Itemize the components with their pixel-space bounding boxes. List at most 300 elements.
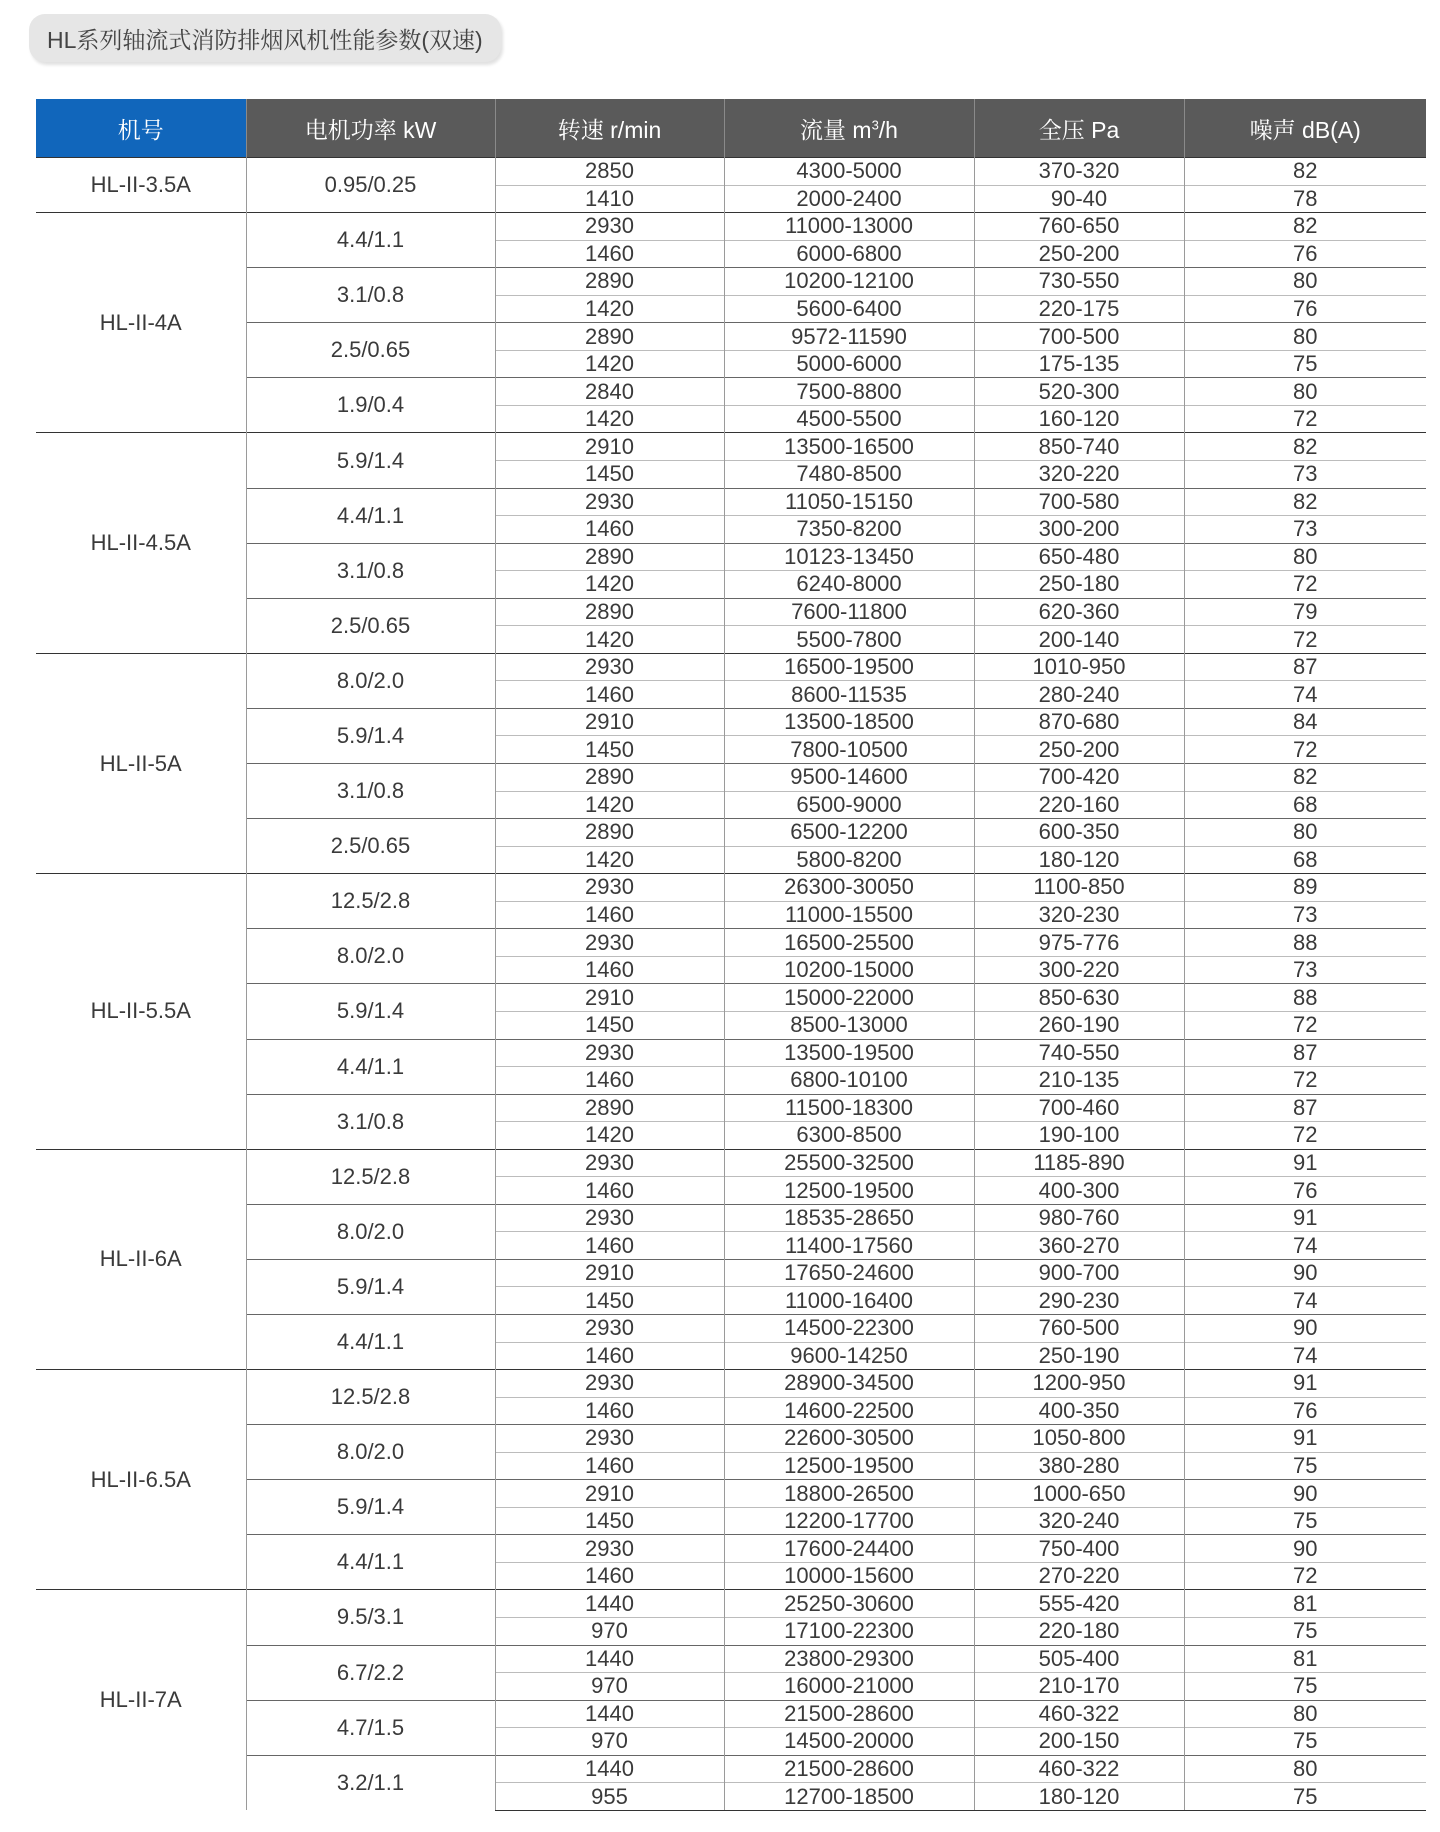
flow-cell: 16000-21000	[724, 1673, 974, 1701]
pressure-cell: 280-240	[974, 681, 1184, 709]
power-cell: 5.9/1.4	[246, 984, 495, 1039]
pressure-cell: 740-550	[974, 1039, 1184, 1067]
speed-cell: 1460	[495, 240, 724, 268]
flow-cell: 26300-30050	[724, 874, 974, 902]
noise-cell: 76	[1184, 1177, 1426, 1205]
speed-cell: 2890	[495, 543, 724, 571]
speed-cell: 2840	[495, 378, 724, 406]
flow-cell: 11400-17560	[724, 1232, 974, 1260]
speed-cell: 1440	[495, 1590, 724, 1618]
flow-cell: 8500-13000	[724, 1011, 974, 1039]
power-cell: 8.0/2.0	[246, 929, 495, 984]
model-cell: HL-II-3.5A	[36, 158, 246, 213]
speed-cell: 2910	[495, 433, 724, 461]
speed-cell: 2930	[495, 929, 724, 957]
speed-cell: 2930	[495, 1314, 724, 1342]
noise-cell: 90	[1184, 1259, 1426, 1287]
pressure-cell: 400-350	[974, 1397, 1184, 1425]
speed-cell: 1420	[495, 846, 724, 874]
noise-cell: 89	[1184, 874, 1426, 902]
speed-cell: 2850	[495, 158, 724, 186]
pressure-cell: 1000-650	[974, 1480, 1184, 1508]
flow-cell: 6500-9000	[724, 791, 974, 819]
pressure-cell: 200-150	[974, 1728, 1184, 1756]
flow-cell: 9600-14250	[724, 1342, 974, 1370]
model-cell: HL-II-5.5A	[36, 874, 246, 1149]
pressure-cell: 260-190	[974, 1011, 1184, 1039]
noise-cell: 75	[1184, 1728, 1426, 1756]
page-title	[29, 14, 501, 62]
flow-cell: 15000-22000	[724, 984, 974, 1012]
flow-cell: 25500-32500	[724, 1149, 974, 1177]
speed-cell: 2930	[495, 1204, 724, 1232]
power-cell: 4.4/1.1	[246, 1039, 495, 1094]
power-cell: 5.9/1.4	[246, 708, 495, 763]
speed-cell: 1420	[495, 571, 724, 599]
speed-cell: 1410	[495, 185, 724, 213]
pressure-cell: 200-140	[974, 626, 1184, 654]
pressure-cell: 650-480	[974, 543, 1184, 571]
power-cell: 6.7/2.2	[246, 1645, 495, 1700]
flow-cell: 12500-19500	[724, 1177, 974, 1205]
noise-cell: 82	[1184, 213, 1426, 241]
noise-cell: 72	[1184, 736, 1426, 764]
pressure-cell: 270-220	[974, 1562, 1184, 1590]
power-cell: 3.2/1.1	[246, 1755, 495, 1810]
flow-cell: 7500-8800	[724, 378, 974, 406]
noise-cell: 73	[1184, 516, 1426, 544]
power-cell: 0.95/0.25	[246, 158, 495, 213]
speed-cell: 1420	[495, 350, 724, 378]
pressure-cell: 460-322	[974, 1755, 1184, 1783]
flow-cell: 7480-8500	[724, 461, 974, 489]
header-power: 电机功率 kW	[246, 99, 495, 158]
pressure-cell: 1100-850	[974, 874, 1184, 902]
noise-cell: 91	[1184, 1149, 1426, 1177]
flow-cell: 4300-5000	[724, 158, 974, 186]
noise-cell: 76	[1184, 1397, 1426, 1425]
speed-cell: 1460	[495, 1452, 724, 1480]
speed-cell: 2930	[495, 1149, 724, 1177]
flow-cell: 4500-5500	[724, 405, 974, 433]
flow-cell: 6800-10100	[724, 1067, 974, 1095]
flow-cell: 23800-29300	[724, 1645, 974, 1673]
page-title-text: HL系列轴流式消防排烟风机性能参数(双速)	[47, 26, 483, 53]
speed-cell: 970	[495, 1617, 724, 1645]
noise-cell: 87	[1184, 1094, 1426, 1122]
model-cell: HL-II-5A	[36, 653, 246, 873]
flow-cell: 12200-17700	[724, 1507, 974, 1535]
pressure-cell: 190-100	[974, 1122, 1184, 1150]
speed-cell: 1460	[495, 1067, 724, 1095]
flow-cell: 8600-11535	[724, 681, 974, 709]
flow-cell: 10200-12100	[724, 268, 974, 296]
pressure-cell: 250-190	[974, 1342, 1184, 1370]
speed-cell: 2890	[495, 323, 724, 351]
flow-cell: 13500-18500	[724, 708, 974, 736]
pressure-cell: 700-500	[974, 323, 1184, 351]
speed-cell: 1460	[495, 1232, 724, 1260]
pressure-cell: 620-360	[974, 598, 1184, 626]
speed-cell: 2930	[495, 1039, 724, 1067]
speed-cell: 1440	[495, 1645, 724, 1673]
flow-cell: 11000-15500	[724, 901, 974, 929]
pressure-cell: 90-40	[974, 185, 1184, 213]
table-row	[36, 874, 1426, 902]
noise-cell: 87	[1184, 653, 1426, 681]
flow-cell: 6000-6800	[724, 240, 974, 268]
speed-cell: 1420	[495, 626, 724, 654]
pressure-cell: 250-200	[974, 736, 1184, 764]
table-row	[36, 1590, 1426, 1618]
flow-cell: 21500-28600	[724, 1700, 974, 1728]
flow-cell: 22600-30500	[724, 1425, 974, 1453]
speed-cell: 1420	[495, 295, 724, 323]
pressure-cell: 1050-800	[974, 1425, 1184, 1453]
model-cell: HL-II-7A	[36, 1590, 246, 1810]
flow-cell: 12700-18500	[724, 1783, 974, 1811]
noise-cell: 88	[1184, 929, 1426, 957]
pressure-cell: 220-160	[974, 791, 1184, 819]
pressure-cell: 850-630	[974, 984, 1184, 1012]
noise-cell: 75	[1184, 1507, 1426, 1535]
power-cell: 12.5/2.8	[246, 874, 495, 929]
speed-cell: 2910	[495, 984, 724, 1012]
pressure-cell: 760-650	[974, 213, 1184, 241]
flow-cell: 9500-14600	[724, 764, 974, 792]
noise-cell: 72	[1184, 1562, 1426, 1590]
speed-cell: 2930	[495, 874, 724, 902]
speed-cell: 1460	[495, 1562, 724, 1590]
speed-cell: 2930	[495, 1535, 724, 1563]
flow-cell: 11000-16400	[724, 1287, 974, 1315]
speed-cell: 1420	[495, 1122, 724, 1150]
table-row	[36, 1370, 1426, 1398]
speed-cell: 2890	[495, 819, 724, 847]
power-cell: 3.1/0.8	[246, 764, 495, 819]
header-flow	[724, 99, 974, 158]
pressure-cell: 220-180	[974, 1617, 1184, 1645]
pressure-cell: 220-175	[974, 295, 1184, 323]
power-cell: 12.5/2.8	[246, 1149, 495, 1204]
speed-cell: 2910	[495, 1259, 724, 1287]
power-cell: 4.7/1.5	[246, 1700, 495, 1755]
speed-cell: 1440	[495, 1700, 724, 1728]
flow-cell: 14500-20000	[724, 1728, 974, 1756]
speed-cell: 1450	[495, 1011, 724, 1039]
header-flow-suffix: /h	[878, 116, 898, 143]
noise-cell: 75	[1184, 1673, 1426, 1701]
noise-cell: 91	[1184, 1204, 1426, 1232]
noise-cell: 80	[1184, 543, 1426, 571]
pressure-cell: 1185-890	[974, 1149, 1184, 1177]
power-cell: 5.9/1.4	[246, 1480, 495, 1535]
noise-cell: 84	[1184, 708, 1426, 736]
speed-cell: 1460	[495, 1177, 724, 1205]
noise-cell: 74	[1184, 1342, 1426, 1370]
noise-cell: 87	[1184, 1039, 1426, 1067]
speed-cell: 970	[495, 1673, 724, 1701]
speed-cell: 2930	[495, 213, 724, 241]
pressure-cell: 380-280	[974, 1452, 1184, 1480]
pressure-cell: 900-700	[974, 1259, 1184, 1287]
speed-cell: 1450	[495, 736, 724, 764]
flow-cell: 7350-8200	[724, 516, 974, 544]
table-header-row	[36, 99, 1426, 158]
noise-cell: 80	[1184, 268, 1426, 296]
pressure-cell: 975-776	[974, 929, 1184, 957]
flow-cell: 12500-19500	[724, 1452, 974, 1480]
power-cell: 1.9/0.4	[246, 378, 495, 433]
noise-cell: 75	[1184, 1452, 1426, 1480]
pressure-cell: 700-420	[974, 764, 1184, 792]
pressure-cell: 320-230	[974, 901, 1184, 929]
speed-cell: 2890	[495, 764, 724, 792]
flow-cell: 14500-22300	[724, 1314, 974, 1342]
noise-cell: 76	[1184, 240, 1426, 268]
speed-cell: 1460	[495, 516, 724, 544]
power-cell: 4.4/1.1	[246, 213, 495, 268]
pressure-cell: 760-500	[974, 1314, 1184, 1342]
flow-cell: 6240-8000	[724, 571, 974, 599]
flow-cell: 16500-19500	[724, 653, 974, 681]
noise-cell: 82	[1184, 488, 1426, 516]
flow-cell: 10000-15600	[724, 1562, 974, 1590]
noise-cell: 75	[1184, 1617, 1426, 1645]
pressure-cell: 360-270	[974, 1232, 1184, 1260]
power-cell: 12.5/2.8	[246, 1370, 495, 1425]
power-cell: 9.5/3.1	[246, 1590, 495, 1645]
model-cell: HL-II-6.5A	[36, 1370, 246, 1590]
power-cell: 2.5/0.65	[246, 819, 495, 874]
noise-cell: 72	[1184, 626, 1426, 654]
pressure-cell: 250-200	[974, 240, 1184, 268]
power-cell: 4.4/1.1	[246, 488, 495, 543]
table-row	[36, 158, 1426, 186]
flow-cell: 11050-15150	[724, 488, 974, 516]
pressure-cell: 505-400	[974, 1645, 1184, 1673]
noise-cell: 80	[1184, 323, 1426, 351]
flow-cell: 18535-28650	[724, 1204, 974, 1232]
power-cell: 3.1/0.8	[246, 1094, 495, 1149]
speed-cell: 1460	[495, 1342, 724, 1370]
speed-cell: 2930	[495, 1370, 724, 1398]
pressure-cell: 750-400	[974, 1535, 1184, 1563]
speed-cell: 1450	[495, 1287, 724, 1315]
noise-cell: 80	[1184, 819, 1426, 847]
noise-cell: 91	[1184, 1425, 1426, 1453]
speed-cell: 2890	[495, 268, 724, 296]
pressure-cell: 1010-950	[974, 653, 1184, 681]
model-cell: HL-II-4.5A	[36, 433, 246, 653]
power-cell: 8.0/2.0	[246, 1204, 495, 1259]
noise-cell: 72	[1184, 571, 1426, 599]
pressure-cell: 400-300	[974, 1177, 1184, 1205]
pressure-cell: 555-420	[974, 1590, 1184, 1618]
speed-cell: 1460	[495, 956, 724, 984]
speed-cell: 1460	[495, 901, 724, 929]
pressure-cell: 160-120	[974, 405, 1184, 433]
noise-cell: 75	[1184, 1783, 1426, 1811]
header-speed: 转速 r/min	[495, 99, 724, 158]
pressure-cell: 870-680	[974, 708, 1184, 736]
pressure-cell: 850-740	[974, 433, 1184, 461]
noise-cell: 73	[1184, 901, 1426, 929]
flow-cell: 5800-8200	[724, 846, 974, 874]
noise-cell: 68	[1184, 846, 1426, 874]
noise-cell: 74	[1184, 1232, 1426, 1260]
speed-cell: 1440	[495, 1755, 724, 1783]
flow-cell: 21500-28600	[724, 1755, 974, 1783]
noise-cell: 72	[1184, 1011, 1426, 1039]
pressure-cell: 180-120	[974, 846, 1184, 874]
flow-cell: 10123-13450	[724, 543, 974, 571]
power-cell: 5.9/1.4	[246, 1259, 495, 1314]
flow-cell: 7600-11800	[724, 598, 974, 626]
pressure-cell: 460-322	[974, 1700, 1184, 1728]
speed-cell: 2910	[495, 708, 724, 736]
speed-cell: 2910	[495, 1480, 724, 1508]
power-cell: 8.0/2.0	[246, 653, 495, 708]
pressure-cell: 320-220	[974, 461, 1184, 489]
pressure-cell: 700-580	[974, 488, 1184, 516]
speed-cell: 955	[495, 1783, 724, 1811]
model-cell: HL-II-4A	[36, 213, 246, 433]
flow-cell: 5000-6000	[724, 350, 974, 378]
flow-cell: 17600-24400	[724, 1535, 974, 1563]
flow-cell: 11500-18300	[724, 1094, 974, 1122]
flow-cell: 13500-19500	[724, 1039, 974, 1067]
noise-cell: 81	[1184, 1590, 1426, 1618]
header-flow-prefix: 流量 m	[800, 116, 872, 143]
noise-cell: 73	[1184, 956, 1426, 984]
noise-cell: 82	[1184, 764, 1426, 792]
speed-cell: 970	[495, 1728, 724, 1756]
noise-cell: 68	[1184, 791, 1426, 819]
pressure-cell: 730-550	[974, 268, 1184, 296]
flow-cell: 17650-24600	[724, 1259, 974, 1287]
noise-cell: 74	[1184, 1287, 1426, 1315]
pressure-cell: 250-180	[974, 571, 1184, 599]
speed-cell: 2930	[495, 488, 724, 516]
noise-cell: 82	[1184, 433, 1426, 461]
noise-cell: 73	[1184, 461, 1426, 489]
pressure-cell: 520-300	[974, 378, 1184, 406]
pressure-cell: 700-460	[974, 1094, 1184, 1122]
power-cell: 3.1/0.8	[246, 543, 495, 598]
table-row	[36, 213, 1426, 241]
noise-cell: 72	[1184, 1067, 1426, 1095]
pressure-cell: 210-135	[974, 1067, 1184, 1095]
noise-cell: 90	[1184, 1314, 1426, 1342]
pressure-cell: 300-220	[974, 956, 1184, 984]
speed-cell: 1450	[495, 461, 724, 489]
table-row	[36, 433, 1426, 461]
speed-cell: 2930	[495, 1425, 724, 1453]
flow-cell: 7800-10500	[724, 736, 974, 764]
noise-cell: 80	[1184, 1700, 1426, 1728]
power-cell: 8.0/2.0	[246, 1425, 495, 1480]
power-cell: 2.5/0.65	[246, 323, 495, 378]
speed-cell: 2890	[495, 1094, 724, 1122]
speed-cell: 2930	[495, 653, 724, 681]
header-flow-sup: 3	[871, 116, 879, 132]
flow-cell: 25250-30600	[724, 1590, 974, 1618]
pressure-cell: 290-230	[974, 1287, 1184, 1315]
flow-cell: 11000-13000	[724, 213, 974, 241]
pressure-cell: 370-320	[974, 158, 1184, 186]
model-cell: HL-II-6A	[36, 1149, 246, 1369]
flow-cell: 2000-2400	[724, 185, 974, 213]
speed-cell: 1460	[495, 681, 724, 709]
flow-cell: 28900-34500	[724, 1370, 974, 1398]
power-cell: 4.4/1.1	[246, 1314, 495, 1369]
noise-cell: 91	[1184, 1370, 1426, 1398]
flow-cell: 17100-22300	[724, 1617, 974, 1645]
speed-cell: 1420	[495, 405, 724, 433]
header-noise: 噪声 dB(A)	[1184, 99, 1426, 158]
power-cell: 3.1/0.8	[246, 268, 495, 323]
flow-cell: 10200-15000	[724, 956, 974, 984]
pressure-cell: 210-170	[974, 1673, 1184, 1701]
noise-cell: 78	[1184, 185, 1426, 213]
flow-cell: 16500-25500	[724, 929, 974, 957]
power-cell: 5.9/1.4	[246, 433, 495, 488]
noise-cell: 90	[1184, 1535, 1426, 1563]
speed-cell: 1460	[495, 1397, 724, 1425]
noise-cell: 74	[1184, 681, 1426, 709]
pressure-cell: 175-135	[974, 350, 1184, 378]
noise-cell: 81	[1184, 1645, 1426, 1673]
flow-cell: 14600-22500	[724, 1397, 974, 1425]
noise-cell: 72	[1184, 405, 1426, 433]
power-cell: 2.5/0.65	[246, 598, 495, 653]
flow-cell: 6300-8500	[724, 1122, 974, 1150]
noise-cell: 80	[1184, 378, 1426, 406]
table-row	[36, 653, 1426, 681]
noise-cell: 76	[1184, 295, 1426, 323]
table-body	[36, 158, 1426, 1811]
flow-cell: 5600-6400	[724, 295, 974, 323]
performance-table	[36, 99, 1426, 1811]
speed-cell: 1420	[495, 791, 724, 819]
flow-cell: 9572-11590	[724, 323, 974, 351]
pressure-cell: 980-760	[974, 1204, 1184, 1232]
pressure-cell: 300-200	[974, 516, 1184, 544]
flow-cell: 13500-16500	[724, 433, 974, 461]
speed-cell: 1450	[495, 1507, 724, 1535]
header-model: 机号	[36, 99, 246, 158]
flow-cell: 6500-12200	[724, 819, 974, 847]
noise-cell: 82	[1184, 158, 1426, 186]
noise-cell: 88	[1184, 984, 1426, 1012]
speed-cell: 2890	[495, 598, 724, 626]
flow-cell: 18800-26500	[724, 1480, 974, 1508]
pressure-cell: 1200-950	[974, 1370, 1184, 1398]
header-pressure: 全压 Pa	[974, 99, 1184, 158]
power-cell: 4.4/1.1	[246, 1535, 495, 1590]
flow-cell: 5500-7800	[724, 626, 974, 654]
noise-cell: 80	[1184, 1755, 1426, 1783]
pressure-cell: 320-240	[974, 1507, 1184, 1535]
noise-cell: 75	[1184, 350, 1426, 378]
pressure-cell: 600-350	[974, 819, 1184, 847]
noise-cell: 90	[1184, 1480, 1426, 1508]
noise-cell: 79	[1184, 598, 1426, 626]
pressure-cell: 180-120	[974, 1783, 1184, 1811]
table-row	[36, 1149, 1426, 1177]
noise-cell: 72	[1184, 1122, 1426, 1150]
